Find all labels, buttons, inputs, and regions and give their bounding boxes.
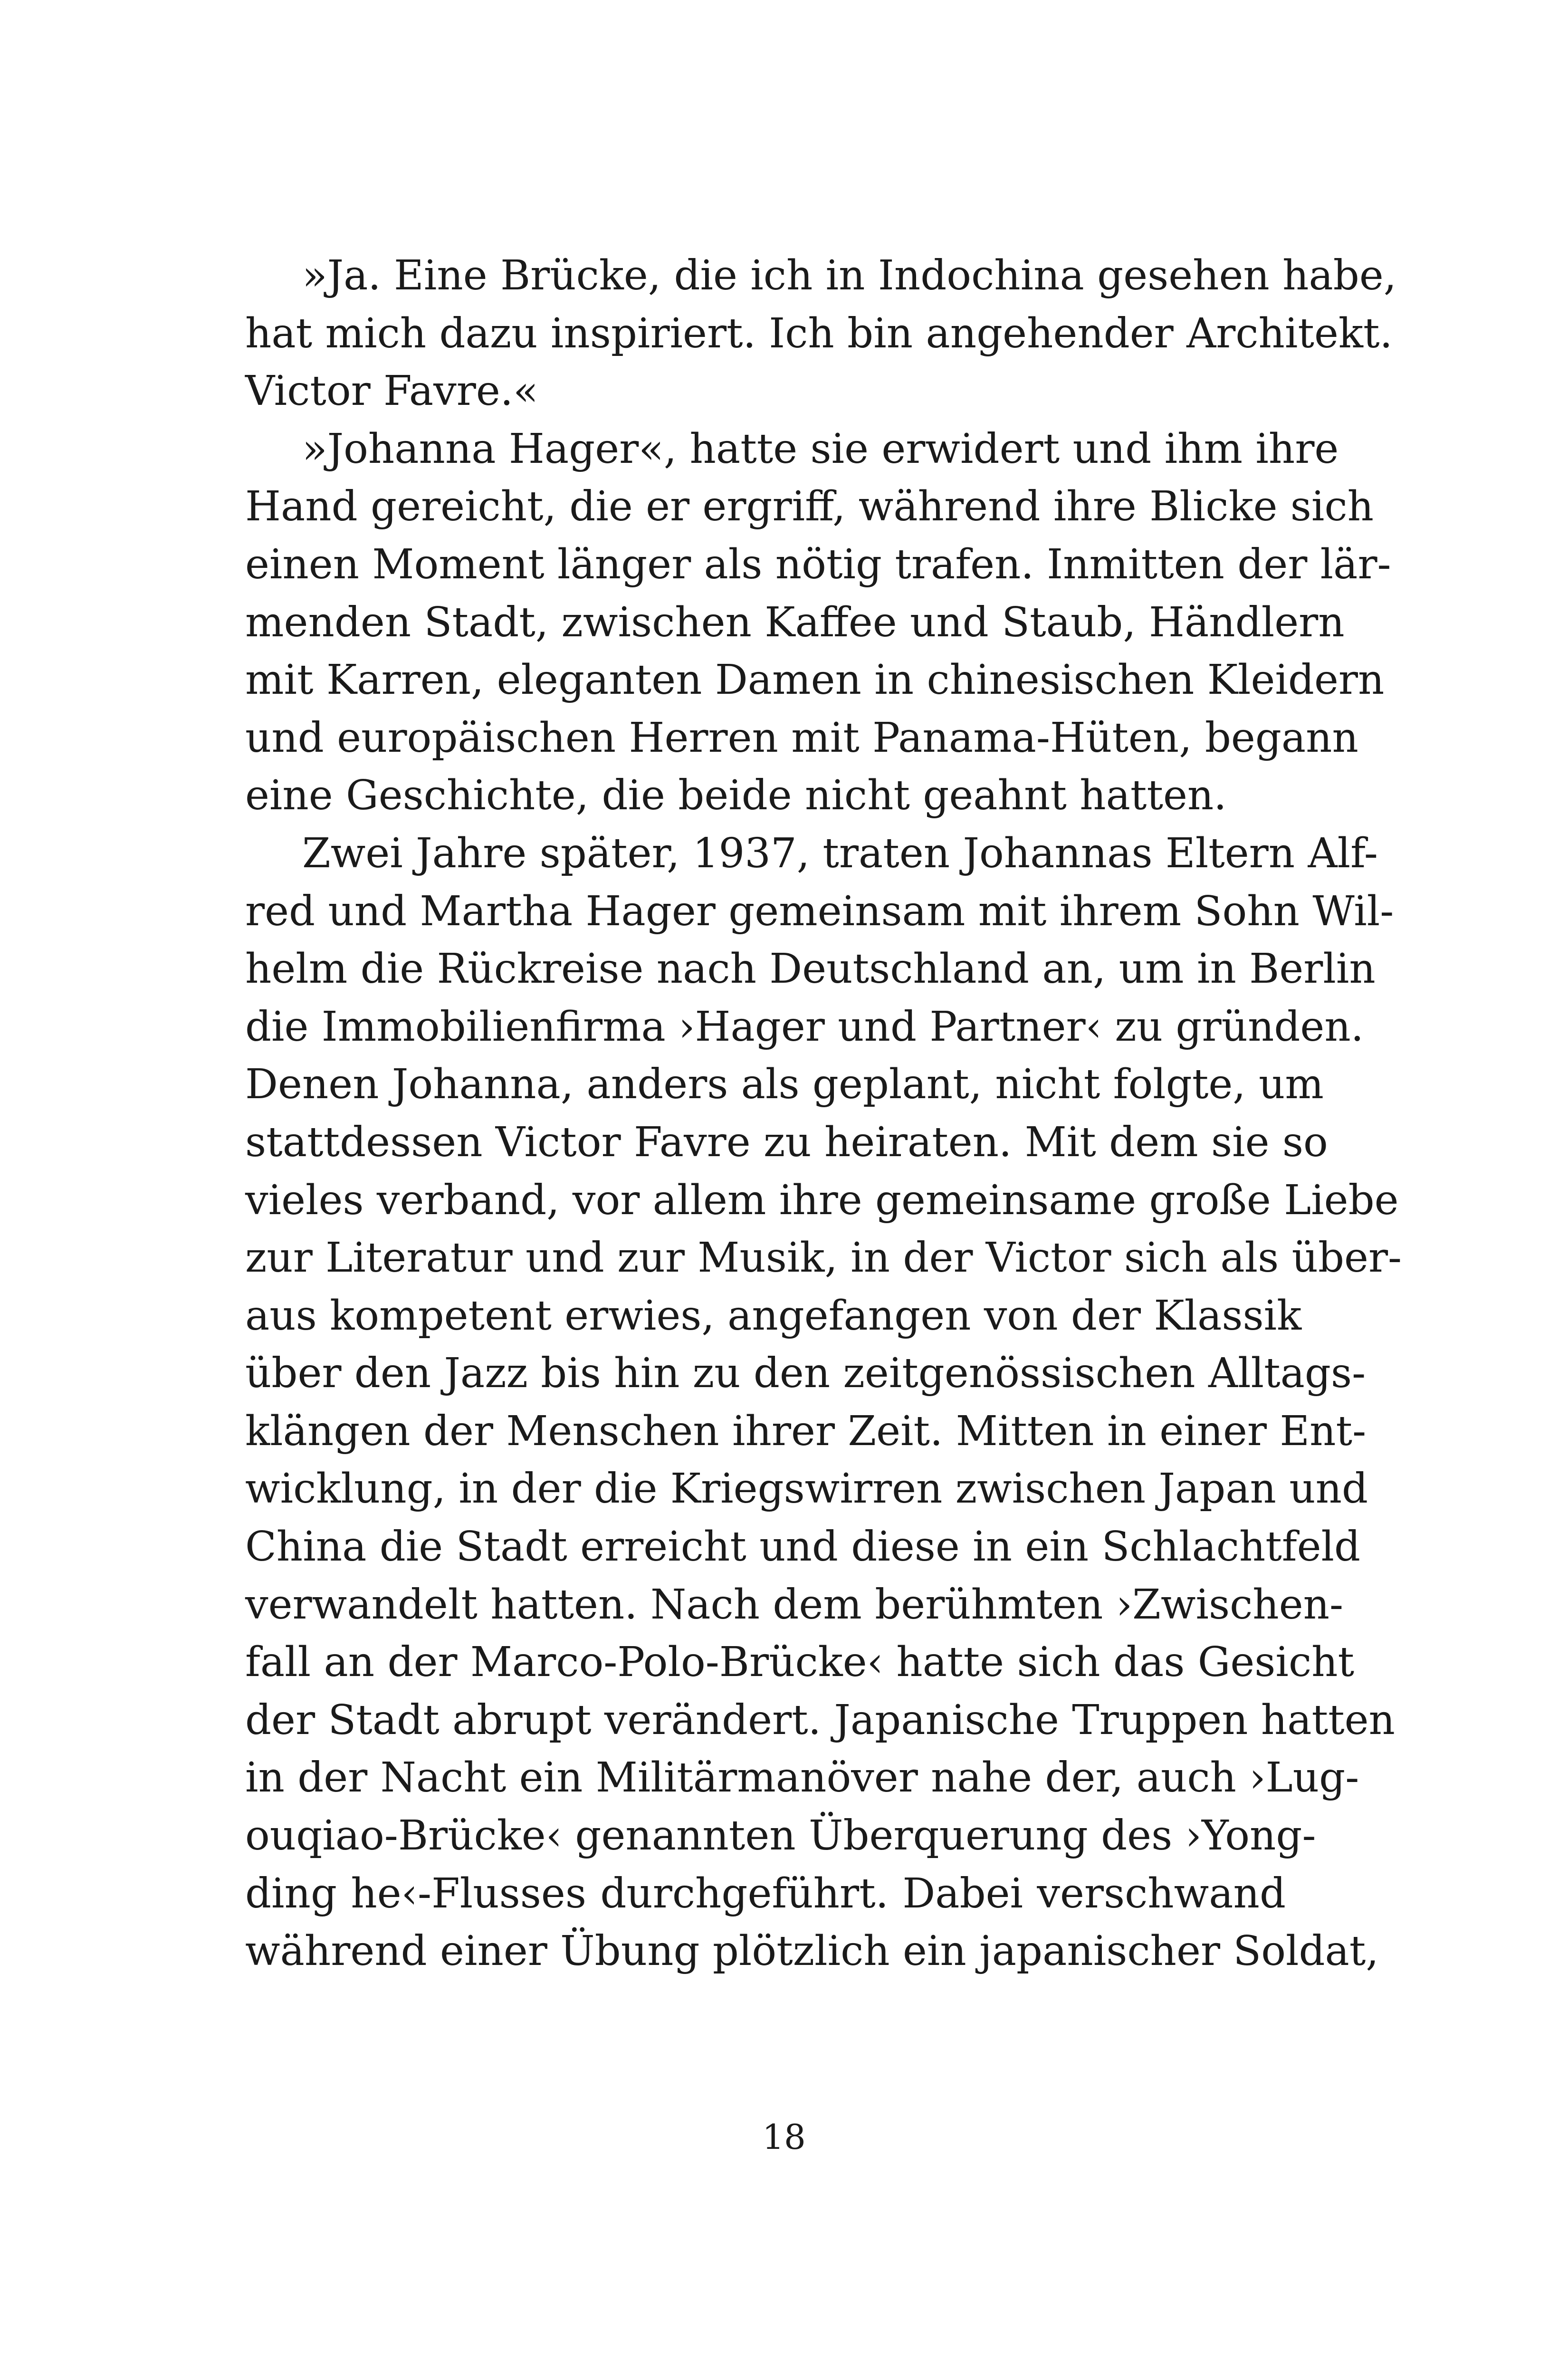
- text-line: wicklung, in der die Kriegswirren zwischen Japan und: [245, 1465, 1368, 1513]
- text-line: Victor Favre.«: [245, 367, 538, 415]
- text-line: ouqiao-Brücke‹ genannten Überquerung des ›Yong-: [245, 1812, 1316, 1860]
- text-line: red und Martha Hager gemeinsam mit ihrem Sohn Wil-: [245, 887, 1394, 935]
- text-line: Hand gereicht, die er ergriff, während ihre Blicke sich: [245, 483, 1374, 531]
- text-line: über den Jazz bis hin zu den zeitgenössischen Alltags-: [245, 1350, 1366, 1398]
- text-line: aus kompetent erwies, angefangen von der Klassik: [245, 1292, 1302, 1340]
- text-line: mit Karren, eleganten Damen in chinesischen Kleidern: [245, 656, 1385, 704]
- text-line: die Immobilienfirma ›Hager und Partner‹ zu gründen.: [245, 1003, 1364, 1051]
- page-number: 18: [762, 2117, 806, 2157]
- text-line: klängen der Menschen ihrer Zeit. Mitten in einer Ent-: [245, 1407, 1367, 1455]
- text-line: stattdessen Victor Favre zu heiraten. Mit dem sie so: [245, 1118, 1328, 1166]
- text-line: während einer Übung plötzlich ein japanischer Soldat,: [245, 1927, 1379, 1975]
- text-line: ding he‹-Flusses durchgeführt. Dabei verschwand: [245, 1869, 1286, 1917]
- text-line: »Johanna Hager«, hatte sie erwidert und ihm ihre: [302, 425, 1339, 473]
- text-line: fall an der Marco-Polo-Brücke‹ hatte sich das Gesicht: [245, 1638, 1355, 1686]
- text-line: der Stadt abrupt verändert. Japanische Truppen hatten: [245, 1696, 1395, 1744]
- text-line: Zwei Jahre später, 1937, traten Johannas Eltern Alf-: [302, 829, 1378, 877]
- body-text: [245, 247, 1402, 1981]
- paragraph-2: [245, 421, 1391, 825]
- paragraph-1: [245, 247, 1397, 421]
- paragraph-3: [245, 825, 1402, 1981]
- text-line: China die Stadt erreicht und diese in ein Schlachtfeld: [245, 1523, 1361, 1571]
- text-line: hat mich dazu inspiriert. Ich bin angehender Architekt.: [245, 309, 1393, 357]
- text-line: zur Literatur und zur Musik, in der Victor sich als über-: [245, 1234, 1402, 1282]
- text-line: einen Moment länger als nötig trafen. Inmitten der lär-: [245, 540, 1391, 588]
- text-line: eine Geschichte, die beide nicht geahnt hatten.: [245, 772, 1227, 820]
- text-line: »Ja. Eine Brücke, die ich in Indochina gesehen habe,: [302, 252, 1397, 299]
- text-line: vieles verband, vor allem ihre gemeinsame große Liebe: [245, 1176, 1399, 1224]
- text-line: helm die Rückreise nach Deutschland an, um in Berlin: [245, 945, 1376, 993]
- text-line: verwandelt hatten. Nach dem berühmten ›Zwischen-: [245, 1581, 1344, 1629]
- text-line: in der Nacht ein Militärmanöver nahe der, auch ›Lug-: [245, 1754, 1359, 1802]
- text-line: und europäischen Herren mit Panama-Hüten, begann: [245, 714, 1358, 762]
- text-line: menden Stadt, zwischen Kaffee und Staub, Händlern: [245, 598, 1345, 646]
- text-line: Denen Johanna, anders als geplant, nicht folgte, um: [245, 1061, 1324, 1109]
